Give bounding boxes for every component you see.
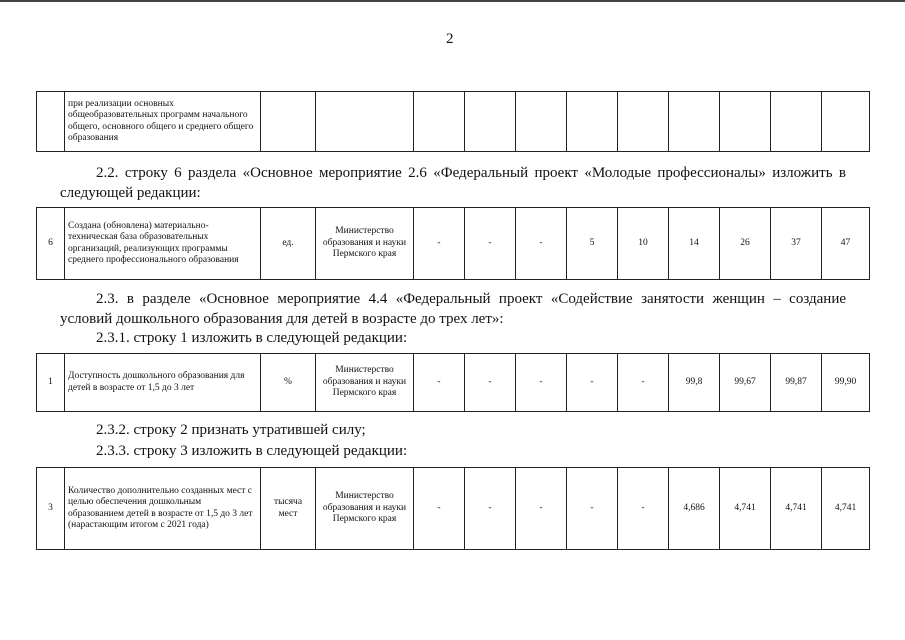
cell-org: Министерство образования и науки Пермского края <box>316 468 414 550</box>
cell-value <box>567 92 618 152</box>
cell-value: 4,741 <box>720 468 771 550</box>
table-row-6 <box>36 207 870 280</box>
page-top-edge <box>0 0 905 2</box>
page-number: 2 <box>446 31 454 47</box>
cell-value: 14 <box>669 208 720 280</box>
cell-value: - <box>414 468 465 550</box>
cell-value: 5 <box>567 208 618 280</box>
cell-org: Министерство образования и науки Пермского края <box>316 354 414 412</box>
paragraph-2-3: 2.3. в разделе «Основное мероприятие 4.4 «Федеральный проект «Содействие занятости женщин – создание условий дошкольного образования для детей в возрасте до трех лет»: <box>60 291 846 327</box>
cell-value: - <box>618 468 669 550</box>
cell-value <box>771 92 822 152</box>
cell-unit <box>261 92 316 152</box>
cell-value: - <box>414 354 465 412</box>
table-row-3 <box>36 467 870 550</box>
cell-value <box>465 92 516 152</box>
paragraph-2-3-3: 2.3.3. строку 3 изложить в следующей редакции: <box>96 443 408 459</box>
cell-unit: % <box>261 354 316 412</box>
cell-value: 4,741 <box>771 468 822 550</box>
cell-org <box>316 92 414 152</box>
cell-value: 99,90 <box>822 354 870 412</box>
cell-value: - <box>516 208 567 280</box>
cell-org: Министерство образования и науки Пермского края <box>316 208 414 280</box>
cell-description: Доступность дошкольного образования для детей в возрасте от 1,5 до 3 лет <box>65 354 261 412</box>
cell-value: - <box>618 354 669 412</box>
cell-value: 47 <box>822 208 870 280</box>
cell-value: - <box>465 468 516 550</box>
cell-value: - <box>414 208 465 280</box>
cell-value: - <box>567 354 618 412</box>
cell-num: 1 <box>37 354 65 412</box>
paragraph-2-3-1: 2.3.1. строку 1 изложить в следующей редакции: <box>96 330 408 346</box>
table-row-1 <box>36 353 870 412</box>
cell-value: 4,741 <box>822 468 870 550</box>
cell-num: 6 <box>37 208 65 280</box>
cell-value <box>720 92 771 152</box>
cell-value: - <box>516 468 567 550</box>
cell-value: 99,87 <box>771 354 822 412</box>
cell-value: 26 <box>720 208 771 280</box>
cell-value: - <box>516 354 567 412</box>
cell-num: 3 <box>37 468 65 550</box>
cell-value <box>618 92 669 152</box>
cell-value <box>516 92 567 152</box>
cell-description: при реализации основных общеобразовательных программ начального общего, основного общего и среднего общего образования <box>65 92 261 152</box>
paragraph-2-3-2: 2.3.2. строку 2 признать утратившей силу; <box>96 422 366 438</box>
paragraph-2-2: 2.2. строку 6 раздела «Основное мероприятие 2.6 «Федеральный проект «Молодые профессионалы» изложить в следующей редакции: <box>60 165 846 201</box>
cell-description: Создана (обновлена) материально-техническая база образовательных организаций, реализующих программы среднего профессионального образования <box>65 208 261 280</box>
cell-value: - <box>465 208 516 280</box>
cell-num <box>37 92 65 152</box>
cell-value: 37 <box>771 208 822 280</box>
cell-value: 99,67 <box>720 354 771 412</box>
cell-value <box>822 92 870 152</box>
cell-value: 10 <box>618 208 669 280</box>
cell-unit: ед. <box>261 208 316 280</box>
cell-value: 99,8 <box>669 354 720 412</box>
cell-value: - <box>465 354 516 412</box>
cell-value <box>669 92 720 152</box>
cell-value: 4,686 <box>669 468 720 550</box>
cell-value <box>414 92 465 152</box>
table-fragment-continuation <box>36 91 870 152</box>
cell-description: Количество дополнительно созданных мест с целью обеспечения дошкольным образованием детей в возрасте от 1,5 до 3 лет (нарастающим итогом с 2021 года) <box>65 468 261 550</box>
cell-unit: тысяча мест <box>261 468 316 550</box>
cell-value: - <box>567 468 618 550</box>
